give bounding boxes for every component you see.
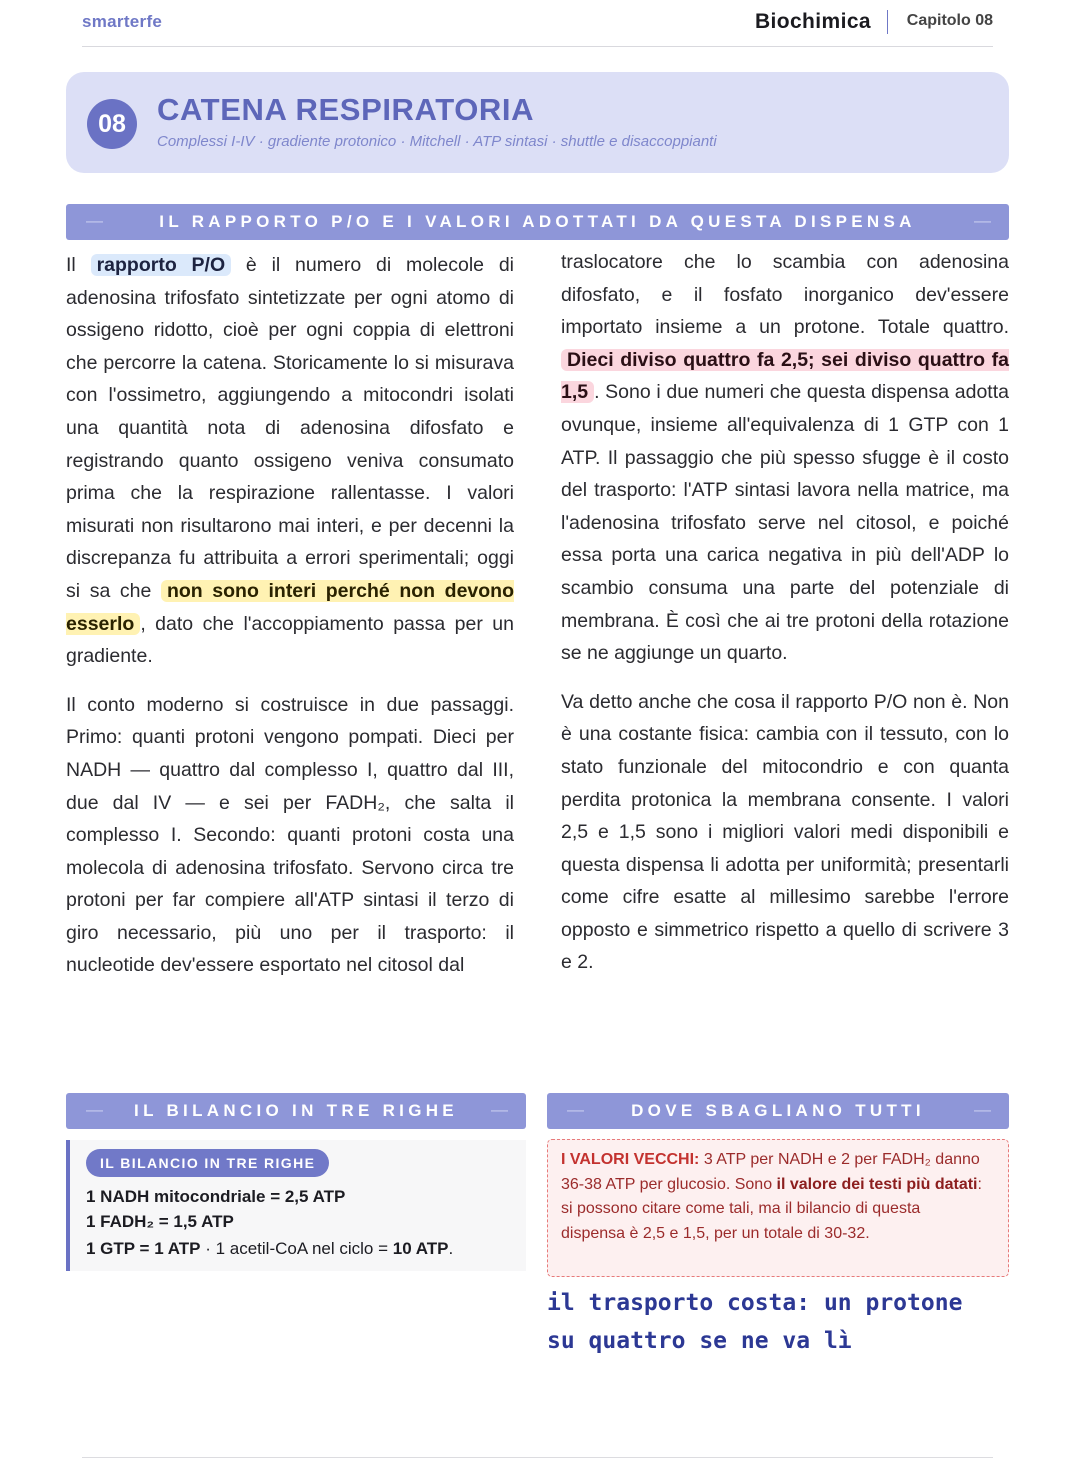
text-run: 3 ATP per NADH e 2 per FADH₂ danno 36-38 ATP per glucosio. Sono	[561, 1151, 980, 1193]
chapter-number-badge: 08	[87, 99, 137, 149]
handwritten-note: il trasporto costa: un protone su quattro se ne va lì	[547, 1290, 963, 1354]
text-run: : si possono citare come tali, ma il bilancio di questa dispensa è 2,5 e 1,5, per un totale di 30-32.	[561, 1175, 982, 1242]
section-dash-left: —	[86, 1100, 103, 1119]
text-run: traslocatore che lo scambia con adenosina difosfato, e il fosfato inorganico dev'essere importato insieme a un protone. Totale quattro.	[561, 251, 1009, 339]
section-header-errors	[547, 1093, 1009, 1129]
text-run: · 1 acetil-CoA nel ciclo =	[200, 1239, 393, 1258]
section-title: IL BILANCIO IN TRE RIGHE	[134, 1101, 458, 1120]
header-divider	[887, 10, 888, 34]
chapter-title: CATENA RESPIRATORIA	[157, 92, 535, 127]
balance-pill-label: IL BILANCIO IN TRE RIGHE	[86, 1149, 329, 1177]
paragraph: Va detto anche che cosa il rapporto P/O non è. Non è una costante fisica: cambia con il tessuto, con lo stato funzionale del mitocondrio e con quanta perdita protonica la membrana consente. I valori 2,5 e 1,5 sono i migliori valori medi disponibili e questa dispensa li adotta per uniformità; presentarli come cifre esatte al millesimo sarebbe l'errore opposto e simmetrico rispetto a quello di scrivere 3 e 2.	[561, 690, 1009, 974]
chapter-subtitle: Complessi I-IV · gradiente protonico · Mitchell · ATP sintasi · shuttle e disaccoppianti	[157, 133, 717, 150]
balance-line-gtp	[86, 1239, 453, 1259]
warning-emphasis: il valore dei testi più datati	[776, 1175, 978, 1193]
chapter-label: Capitolo 08	[906, 12, 993, 29]
page-header	[82, 0, 993, 47]
text-column-left	[66, 249, 514, 998]
balance-box	[66, 1140, 526, 1271]
balance-value: 1 GTP = 1 ATP	[86, 1239, 201, 1258]
brand-name: smarterfe	[82, 12, 163, 31]
paragraph	[66, 249, 514, 673]
section-title: DOVE SBAGLIANO TUTTI	[631, 1101, 925, 1120]
section-header-balance	[66, 1093, 526, 1129]
paragraph: Il conto moderno si costruisce in due passaggi. Primo: quanti protoni vengono pompati. Dieci per NADH — quattro dal complesso I, quattro dal III, due dal IV — e sei per FADH₂, che salta il complesso I. Secondo: quanti protoni costa una molecola di adenosina trifosfato. Servono circa tre protoni per far compiere all'ATP sintasi il terzo di giro necessario, più uno per il trasporto: il nucleotide dev'essere esportato nel citosol dal	[66, 693, 514, 977]
section-dash-left: —	[86, 211, 103, 230]
paragraph	[561, 246, 1009, 670]
text-run: .	[448, 1239, 454, 1258]
text-run: , dato che l'accoppiamento passa per un gradiente.	[66, 612, 514, 668]
highlight-term: rapporto P/O	[91, 254, 232, 276]
section-header-po-ratio	[66, 204, 1009, 240]
balance-line-fadh2	[86, 1212, 234, 1232]
warning-lead: I VALORI VECCHI:	[561, 1151, 700, 1168]
balance-value: 1 FADH₂ = 1,5 ATP	[86, 1212, 234, 1231]
text-run: Il	[66, 254, 91, 276]
highlight-calculation: Dieci diviso quattro fa 2,5; sei diviso quattro fa 1,5	[561, 348, 1009, 404]
section-title: IL RAPPORTO P/O E I VALORI ADOTTATI DA QUESTA DISPENSA	[159, 212, 916, 231]
section-dash-right: —	[491, 1100, 508, 1119]
highlight-key-point: non sono interi perché non devono esserlo	[66, 579, 515, 635]
common-mistake-box	[547, 1139, 1009, 1277]
section-dash-right: —	[974, 211, 991, 230]
subject-title: Biochimica	[754, 10, 871, 33]
text-column-right	[561, 246, 1009, 995]
balance-value: 10 ATP	[392, 1239, 449, 1258]
balance-line-nadh	[86, 1187, 345, 1207]
section-dash-right: —	[974, 1100, 991, 1119]
text-run: è il numero di molecole di adenosina trifosfato sintetizzate per ogni atomo di ossigeno ridotto, cioè per ogni coppia di elettroni che percorre la catena. Storicamente lo si misurava con l'ossimetro, aggiungendo a mitocondri isolati una quantità nota di adenosina difosfato e registrando quanto ossigeno veniva consumato prima che la respirazione rallentasse. I valori misurati non risultarono mai interi, e per decenni la discrepanza fu attribuita a errori sperimentali; oggi si sa che	[66, 254, 514, 602]
balance-value: 1 NADH mitocondriale = 2,5 ATP	[86, 1187, 346, 1206]
text-run: . Sono i due numeri che questa dispensa adotta ovunque, insieme all'equivalenza di 1 GTP con 1 ATP. Il passaggio che più spesso sfugge è il costo del trasporto: l'ATP sintasi lavora nella matrice, ma l'adenosina trifosfato serve nel citosol, e poiché essa porta una carica negativa in più dell'ADP lo scambio consuma una parte del potenziale di membrana. È così che ai tre protoni della rotazione se ne aggiunge un quarto.	[561, 381, 1009, 665]
chapter-hero	[66, 72, 1009, 173]
footer-divider	[82, 1457, 993, 1458]
section-dash-left: —	[567, 1100, 584, 1119]
